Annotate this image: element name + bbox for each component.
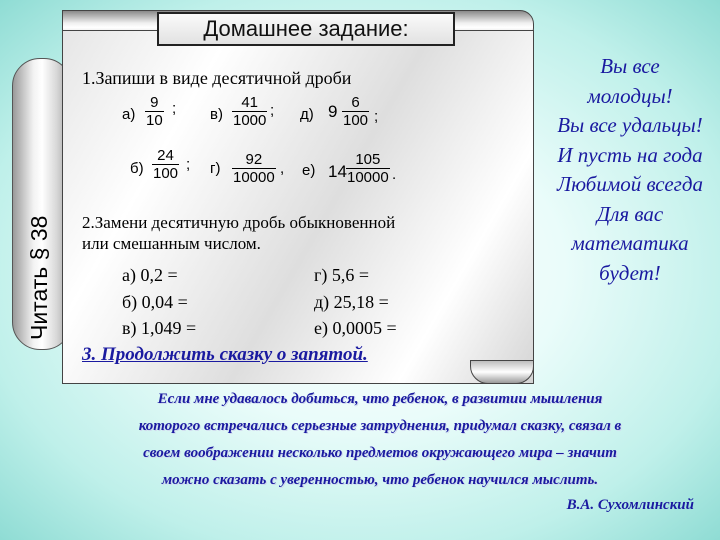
task2-item-g: г) 5,6 = (314, 265, 370, 285)
task1-label-v: в) (210, 106, 223, 123)
numerator: 24 (157, 147, 174, 164)
task2-item-a: а) 0,2 = (122, 265, 178, 285)
task2-heading-line1: 2.Замени десятичную дробь обыкновенной (82, 213, 396, 232)
poem-line: Любимой всегда (557, 172, 703, 196)
task1-sep-a: ; (172, 100, 177, 117)
poem-line: будет! (599, 260, 661, 285)
quote-line: можно сказать с уверенностью, что ребенок научился мыслить. (161, 472, 599, 488)
poem-line: Вы все (600, 54, 660, 78)
task1-sep-e: . (392, 166, 397, 183)
quote-line: которого встречались серьезные затруднения, придумал сказку, связал в (138, 418, 622, 434)
task1-label-b: б) (130, 160, 144, 177)
poem-line: И пусть на года (557, 142, 703, 167)
numerator: 9 (150, 94, 159, 111)
quote (70, 386, 690, 494)
task1-fraction-g (232, 151, 276, 186)
poem-line: Для вас (596, 201, 664, 226)
task1-label-e: е) (302, 162, 316, 179)
task1-sep-d: ; (374, 108, 379, 125)
task2-heading-line2: или смешанным числом. (82, 234, 261, 253)
task1-whole-e: 14 (328, 162, 347, 181)
task1-label-g: г) (210, 160, 221, 177)
numerator: 41 (241, 94, 259, 111)
task1-sep-b: ; (186, 156, 191, 173)
task1-heading: 1.Запиши в виде десятичной дроби (82, 68, 352, 88)
quote-author: В.А. Сухомлинский (566, 497, 694, 513)
poem-line: математика (571, 231, 689, 255)
scroll-bottom-curl (470, 360, 534, 384)
task2-item-b: б) 0,04 = (122, 292, 188, 312)
task1-fraction-d (342, 94, 369, 129)
numerator: 105 (355, 151, 381, 168)
poem (540, 52, 720, 288)
denominator: 10 (146, 112, 163, 129)
task3-text: 3. Продолжить сказку о запятой. (82, 344, 368, 365)
task1-fraction-b (152, 147, 179, 182)
task2-item-d: д) 25,18 = (314, 292, 389, 312)
page-title: Домашнее задание: (157, 12, 455, 46)
reading-assignment: Читать § 38 (26, 215, 52, 340)
task1-fraction-a (145, 94, 164, 129)
poem-line: молодцы! (587, 83, 673, 108)
numerator: 6 (351, 94, 360, 111)
task1-sep-v: ; (270, 102, 275, 119)
task1-label-d: д) (300, 106, 314, 123)
quote-line: своем воображении несколько предметов окружающего мира – значит (143, 445, 617, 461)
denominator: 10000 (233, 169, 275, 186)
task2-item-e: е) 0,0005 = (314, 318, 397, 338)
task1-fraction-e (346, 151, 390, 186)
denominator: 100 (153, 165, 179, 182)
task1-sep-g: , (280, 160, 285, 177)
task1-label-a: а) (122, 106, 136, 123)
task1-whole-d: 9 (328, 102, 338, 121)
poem-line: Вы все удальцы! (557, 113, 703, 137)
denominator: 1000 (233, 112, 267, 129)
task1-fraction-v (232, 94, 267, 129)
quote-line: Если мне удавалось добиться, что ребенок, в развитии мышления (157, 391, 603, 407)
numerator: 92 (245, 151, 263, 168)
task2-heading (82, 212, 395, 254)
denominator: 100 (343, 112, 369, 129)
denominator: 10000 (347, 169, 389, 186)
task2-item-v: в) 1,049 = (122, 318, 197, 338)
